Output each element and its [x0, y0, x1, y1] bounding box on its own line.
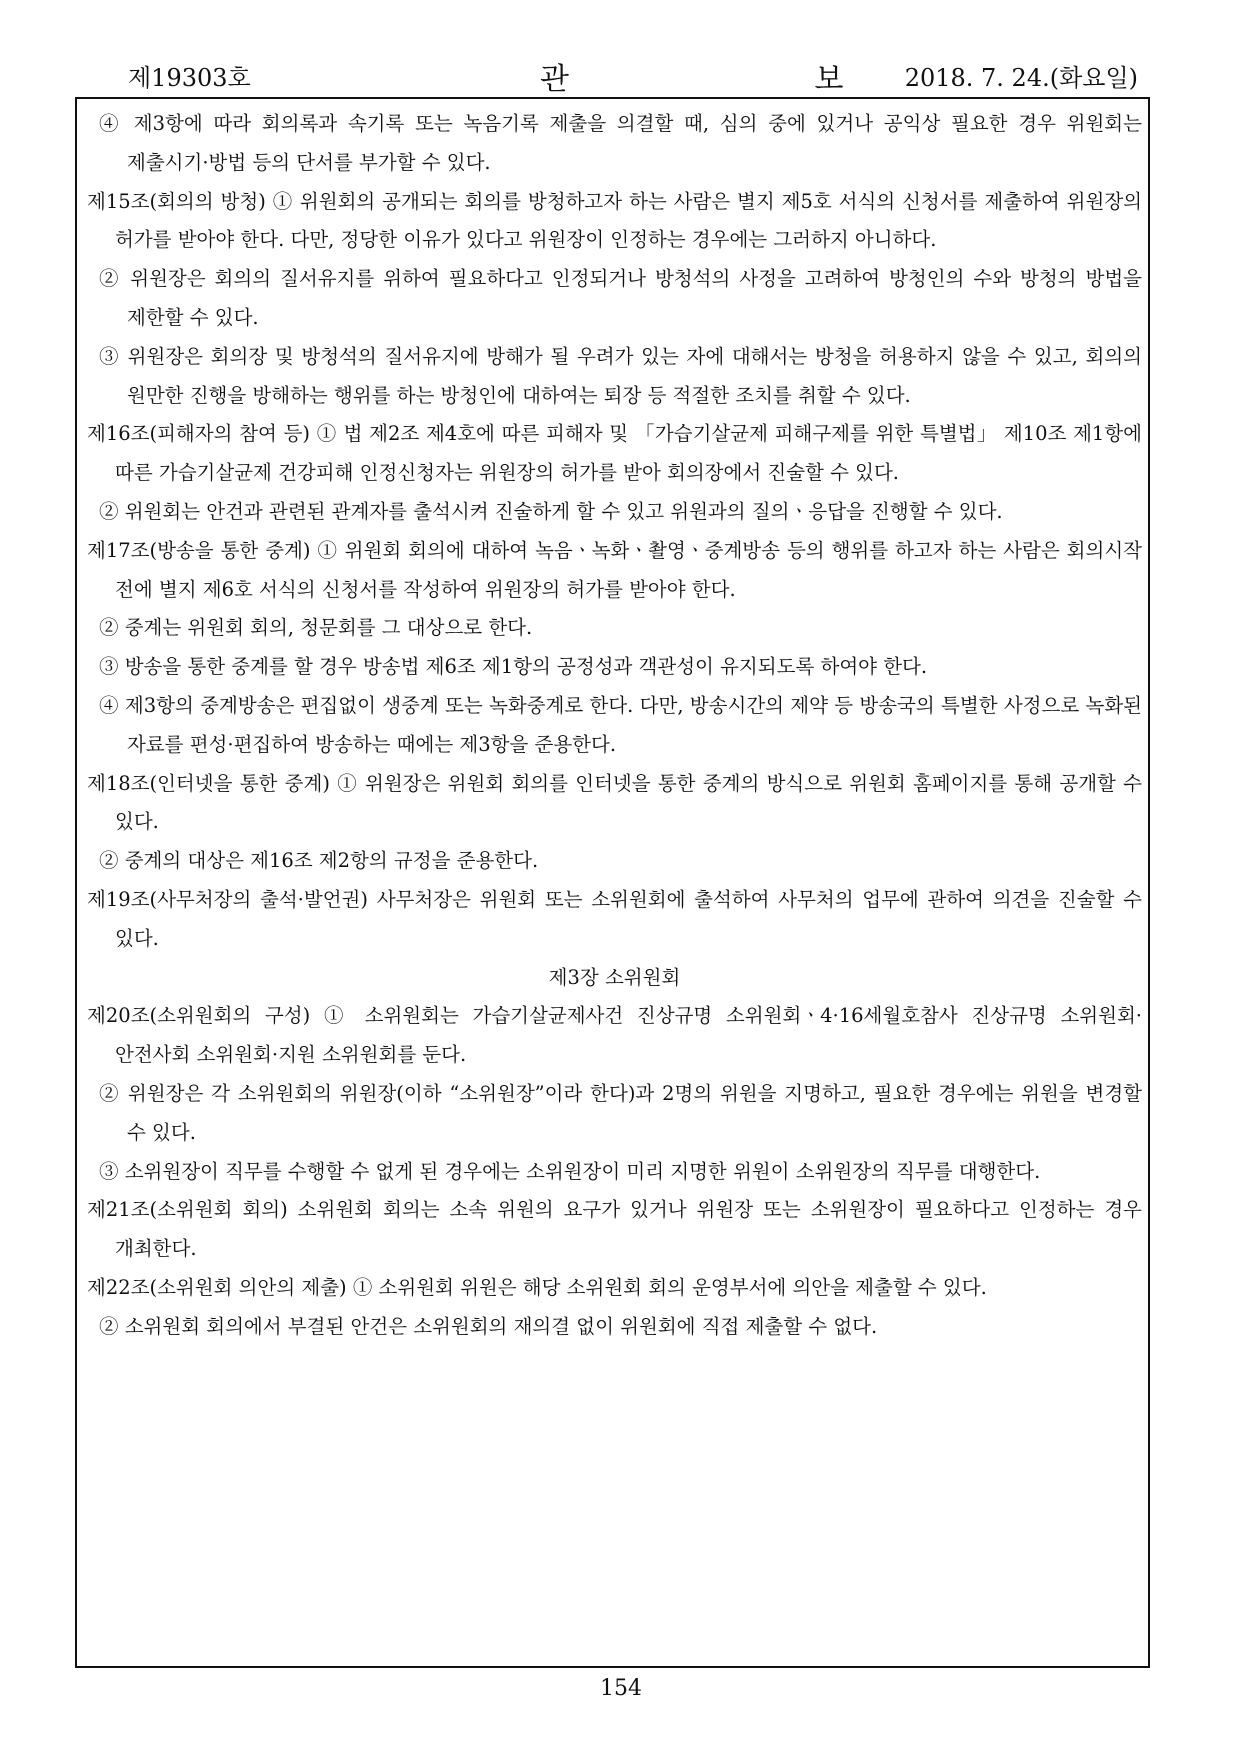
- article-paragraph: ③ 소위원장이 직무를 수행할 수 없게 된 경우에는 소위원장이 미리 지명한 위원이 소위원장의 직무를 대행한다.: [99, 1159, 1041, 1183]
- article: 제20조(소위원회의 구성) ① 소위원회는 가습기살균제사건 진상규명 소위원회ㆍ4·16세월호참사 진상규명 소위원회·안전사회 소위원회·지원 소위원회를 둔다.: [87, 1004, 1142, 1067]
- page-number: 154: [600, 1676, 642, 1701]
- article: 제15조(회의의 방청) ① 위원회의 공개되는 회의를 방청하고자 하는 사람은 별지 제5호 서식의 신청서를 제출하여 위원장의 허가를 받아야 한다. 다만, 정당한 이유가 있다고 위원장이 인정하는 경우에는 그러하지 아니하다.: [87, 189, 1142, 252]
- article: 제18조(인터넷을 통한 중계) ① 위원장은 위원회 회의를 인터넷을 통한 중계의 방식으로 위원회 홈페이지를 통해 공개할 수 있다.: [87, 771, 1142, 834]
- content-frame: [75, 97, 1150, 1668]
- article-paragraph: ④ 제3항에 따라 회의록과 속기록 또는 녹음기록 제출을 의결할 때, 심의 중에 있거나 공익상 필요한 경우 위원회는 제출시기·방법 등의 단서를 부가할 수 있다.: [99, 112, 1142, 174]
- article-paragraph: ② 중계는 위원회 회의, 청문회를 그 대상으로 한다.: [99, 616, 533, 640]
- article: 제19조(사무처장의 출석·발언권) 사무처장은 위원회 또는 소위원회에 출석하여 사무처의 업무에 관하여 의견을 진술할 수 있다.: [87, 887, 1142, 950]
- article: 제17조(방송을 통한 중계) ① 위원회 회의에 대하여 녹음ㆍ녹화ㆍ촬영ㆍ중계방송 등의 행위를 하고자 하는 사람은 회의시작 전에 별지 제6호 서식의 신청서를 작성하여 위원장의 허가를 받아야 한다.: [87, 538, 1142, 601]
- article: 제22조(소위원회 의안의 제출) ① 소위원회 위원은 해당 소위원회 회의 운영부서에 의안을 제출할 수 있다.: [87, 1275, 987, 1299]
- article-paragraph: ② 위원회는 안건과 관련된 관계자를 출석시켜 진술하게 할 수 있고 위원과의 질의ㆍ응답을 진행할 수 있다.: [99, 499, 1003, 523]
- article-paragraph: ② 중계의 대상은 제16조 제2항의 규정을 준용한다.: [99, 849, 539, 873]
- article-paragraph: ③ 위원장은 회의장 및 방청석의 질서유지에 방해가 될 우려가 있는 자에 대해서는 방청을 허용하지 않을 수 있고, 회의의 원만한 진행을 방해하는 행위를 하는 방청인에 대하여는 퇴장 등 적절한 조치를 취할 수 있다.: [99, 344, 1142, 407]
- document-body: [87, 105, 1142, 1347]
- article: 제21조(소위원회 회의) 소위원회 회의는 소속 위원의 요구가 있거나 위원장 또는 소위원장이 필요하다고 인정하는 경우 개최한다.: [87, 1198, 1142, 1261]
- issue-number: 제19303호: [128, 64, 251, 92]
- issue-date: 2018. 7. 24.(화요일): [904, 64, 1138, 92]
- page-header: [128, 58, 1138, 98]
- article: 제16조(피해자의 참여 등) ① 법 제2조 제4호에 따른 피해자 및 「가습기살균제 피해구제를 위한 특별법」 제10조 제1항에 따른 가습기살균제 건강피해 인정신청자는 위원장의 허가를 받아 회의장에서 진술할 수 있다.: [87, 422, 1142, 485]
- gazette-title: 관 보: [540, 62, 962, 97]
- article-paragraph: ② 위원장은 각 소위원회의 위원장(이하 “소위원장”이라 한다)과 2명의 위원을 지명하고, 필요한 경우에는 위원을 변경할 수 있다.: [99, 1081, 1142, 1144]
- chapter-heading: 제3장 소위원회: [548, 965, 681, 989]
- article-paragraph: ③ 방송을 통한 중계를 할 경우 방송법 제6조 제1항의 공정성과 객관성이 유지되도록 하여야 한다.: [99, 655, 928, 679]
- article-paragraph: ② 위원장은 회의의 질서유지를 위하여 필요하다고 인정되거나 방청석의 사정을 고려하여 방청인의 수와 방청의 방법을 제한할 수 있다.: [99, 267, 1142, 329]
- article-paragraph: ④ 제3항의 중계방송은 편집없이 생중계 또는 녹화중계로 한다. 다만, 방송시간의 제약 등 방송국의 특별한 사정으로 녹화된 자료를 편성·편집하여 방송하는 때에는 제3항을 준용한다.: [99, 693, 1142, 756]
- article-paragraph: ② 소위원회 회의에서 부결된 안건은 소위원회의 재의결 없이 위원회에 직접 제출할 수 없다.: [99, 1314, 878, 1338]
